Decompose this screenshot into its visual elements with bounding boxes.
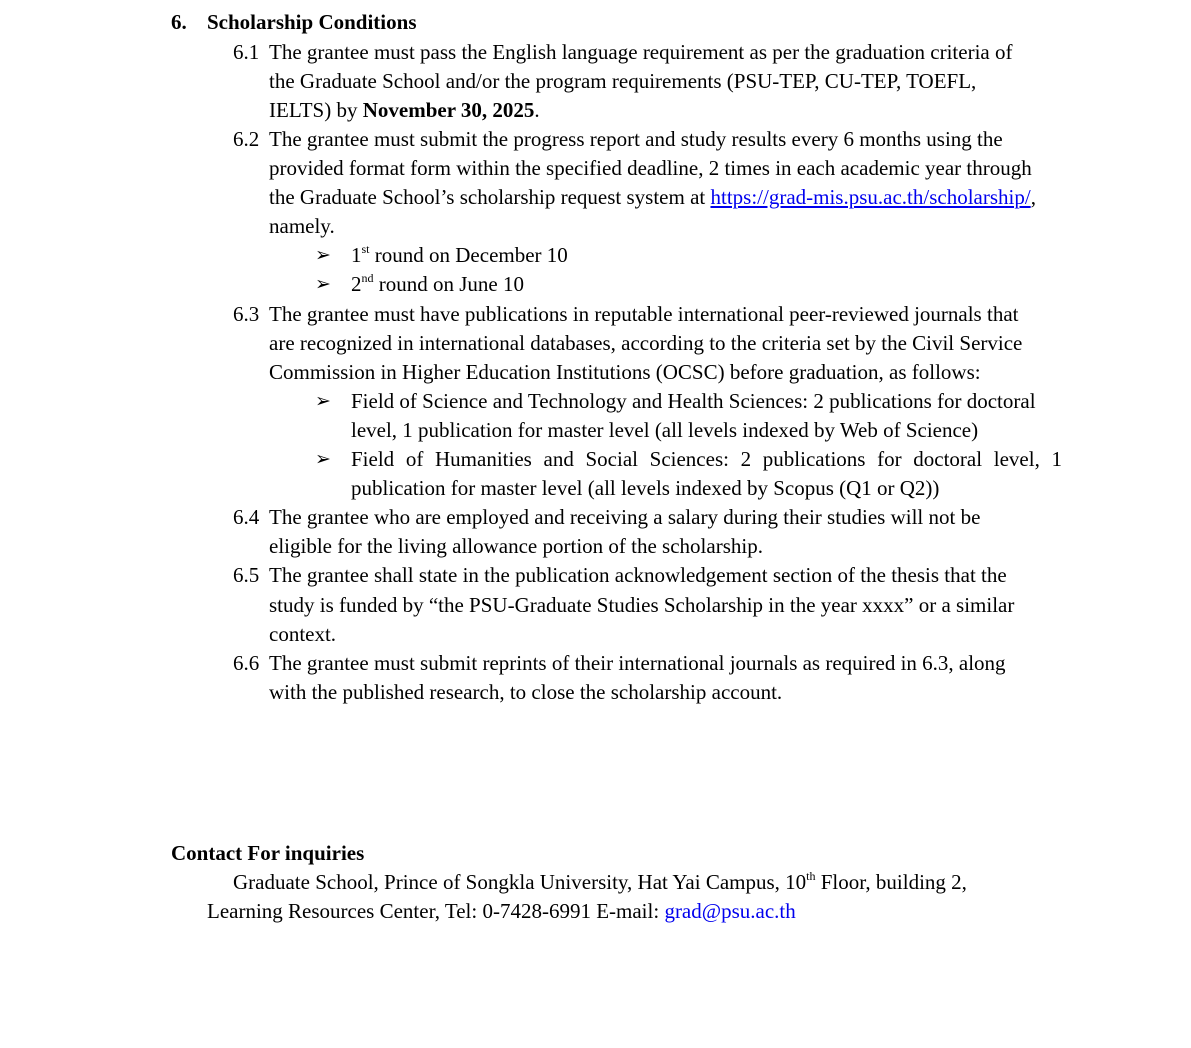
item-text-line: provided format form within the specified deadline, 2 times in each academic year through xyxy=(269,156,1032,180)
item-text-line: study is funded by “the PSU-Graduate Studies Scholarship in the year xxxx” or a similar xyxy=(269,593,1015,617)
item-text-line: the Graduate School and/or the program requirements (PSU-TEP, CU-TEP, TOEFL, xyxy=(269,69,977,93)
contact-address-line: Graduate School, Prince of Songkla University, Hat Yai Campus, 10th Floor, building 2, xyxy=(233,869,967,894)
item-number: 6.3 xyxy=(233,302,260,326)
item-number: 6.5 xyxy=(233,563,260,587)
field-item-line: Field of Humanities and Social Sciences: 2 publications for doctoral level, 1 xyxy=(351,447,1062,471)
item-text-line: The grantee must submit the progress report and study results every 6 months using the xyxy=(269,127,1003,151)
item-text-line: The grantee must have publications in reputable international peer-reviewed journals that xyxy=(269,302,1019,326)
item-number: 6.1 xyxy=(233,40,260,64)
section-title: Scholarship Conditions xyxy=(207,10,417,34)
item-text: the Graduate School’s scholarship request system at xyxy=(269,185,711,209)
contact-address-line: Learning Resources Center, Tel: 0-7428-6991 E-mail: grad@psu.ac.th xyxy=(207,899,796,923)
item-text-line: The grantee must pass the English language requirement as per the graduation criteria of xyxy=(269,40,1013,64)
item-number: 6.4 xyxy=(233,505,260,529)
section-number: 6. xyxy=(171,10,187,34)
item-text-line: The grantee who are employed and receiving a salary during their studies will not be xyxy=(269,505,981,529)
item-text: IELTS) by xyxy=(269,98,363,122)
item-text-line xyxy=(269,183,1036,212)
item-text-line: namely. xyxy=(269,214,335,238)
arrow-bullet-icon: ➢ xyxy=(315,274,331,295)
deadline-date: November 30, 2025 xyxy=(362,98,535,122)
arrow-bullet-icon: ➢ xyxy=(315,391,331,412)
round-item: 1st round on December 10 xyxy=(351,242,568,267)
item-number: 6.2 xyxy=(233,127,260,151)
item-text-line: eligible for the living allowance portion of the scholarship. xyxy=(269,534,763,558)
item-text: , xyxy=(1030,185,1036,209)
item-text-line: with the published research, to close the scholarship account. xyxy=(269,680,783,704)
item-text-line xyxy=(269,96,540,125)
field-item-line: Field of Science and Technology and Health Sciences: 2 publications for doctoral xyxy=(351,389,1036,413)
item-text-line: The grantee must submit reprints of their international journals as required in 6.3, along xyxy=(269,651,1006,675)
contact-heading: Contact For inquiries xyxy=(171,841,365,865)
item-text-line: context. xyxy=(269,622,337,646)
arrow-bullet-icon: ➢ xyxy=(315,245,331,266)
item-text: . xyxy=(534,98,540,122)
item-text-line: are recognized in international databases, according to the criteria set by the Civil Service xyxy=(269,331,1023,355)
item-text-line: The grantee shall state in the publication acknowledgement section of the thesis that the xyxy=(269,563,1007,587)
field-item-line: level, 1 publication for master level (all levels indexed by Web of Science) xyxy=(351,418,979,442)
item-number: 6.6 xyxy=(233,651,260,675)
round-item: 2nd round on June 10 xyxy=(351,271,524,296)
scholarship-system-link[interactable]: https://grad-mis.psu.ac.th/scholarship/ xyxy=(710,185,1031,209)
field-item-line: publication for master level (all levels indexed by Scopus (Q1 or Q2)) xyxy=(351,476,940,500)
arrow-bullet-icon: ➢ xyxy=(315,449,331,470)
contact-email-link[interactable]: grad@psu.ac.th xyxy=(664,899,796,923)
item-text-line: Commission in Higher Education Institutions (OCSC) before graduation, as follows: xyxy=(269,360,981,384)
